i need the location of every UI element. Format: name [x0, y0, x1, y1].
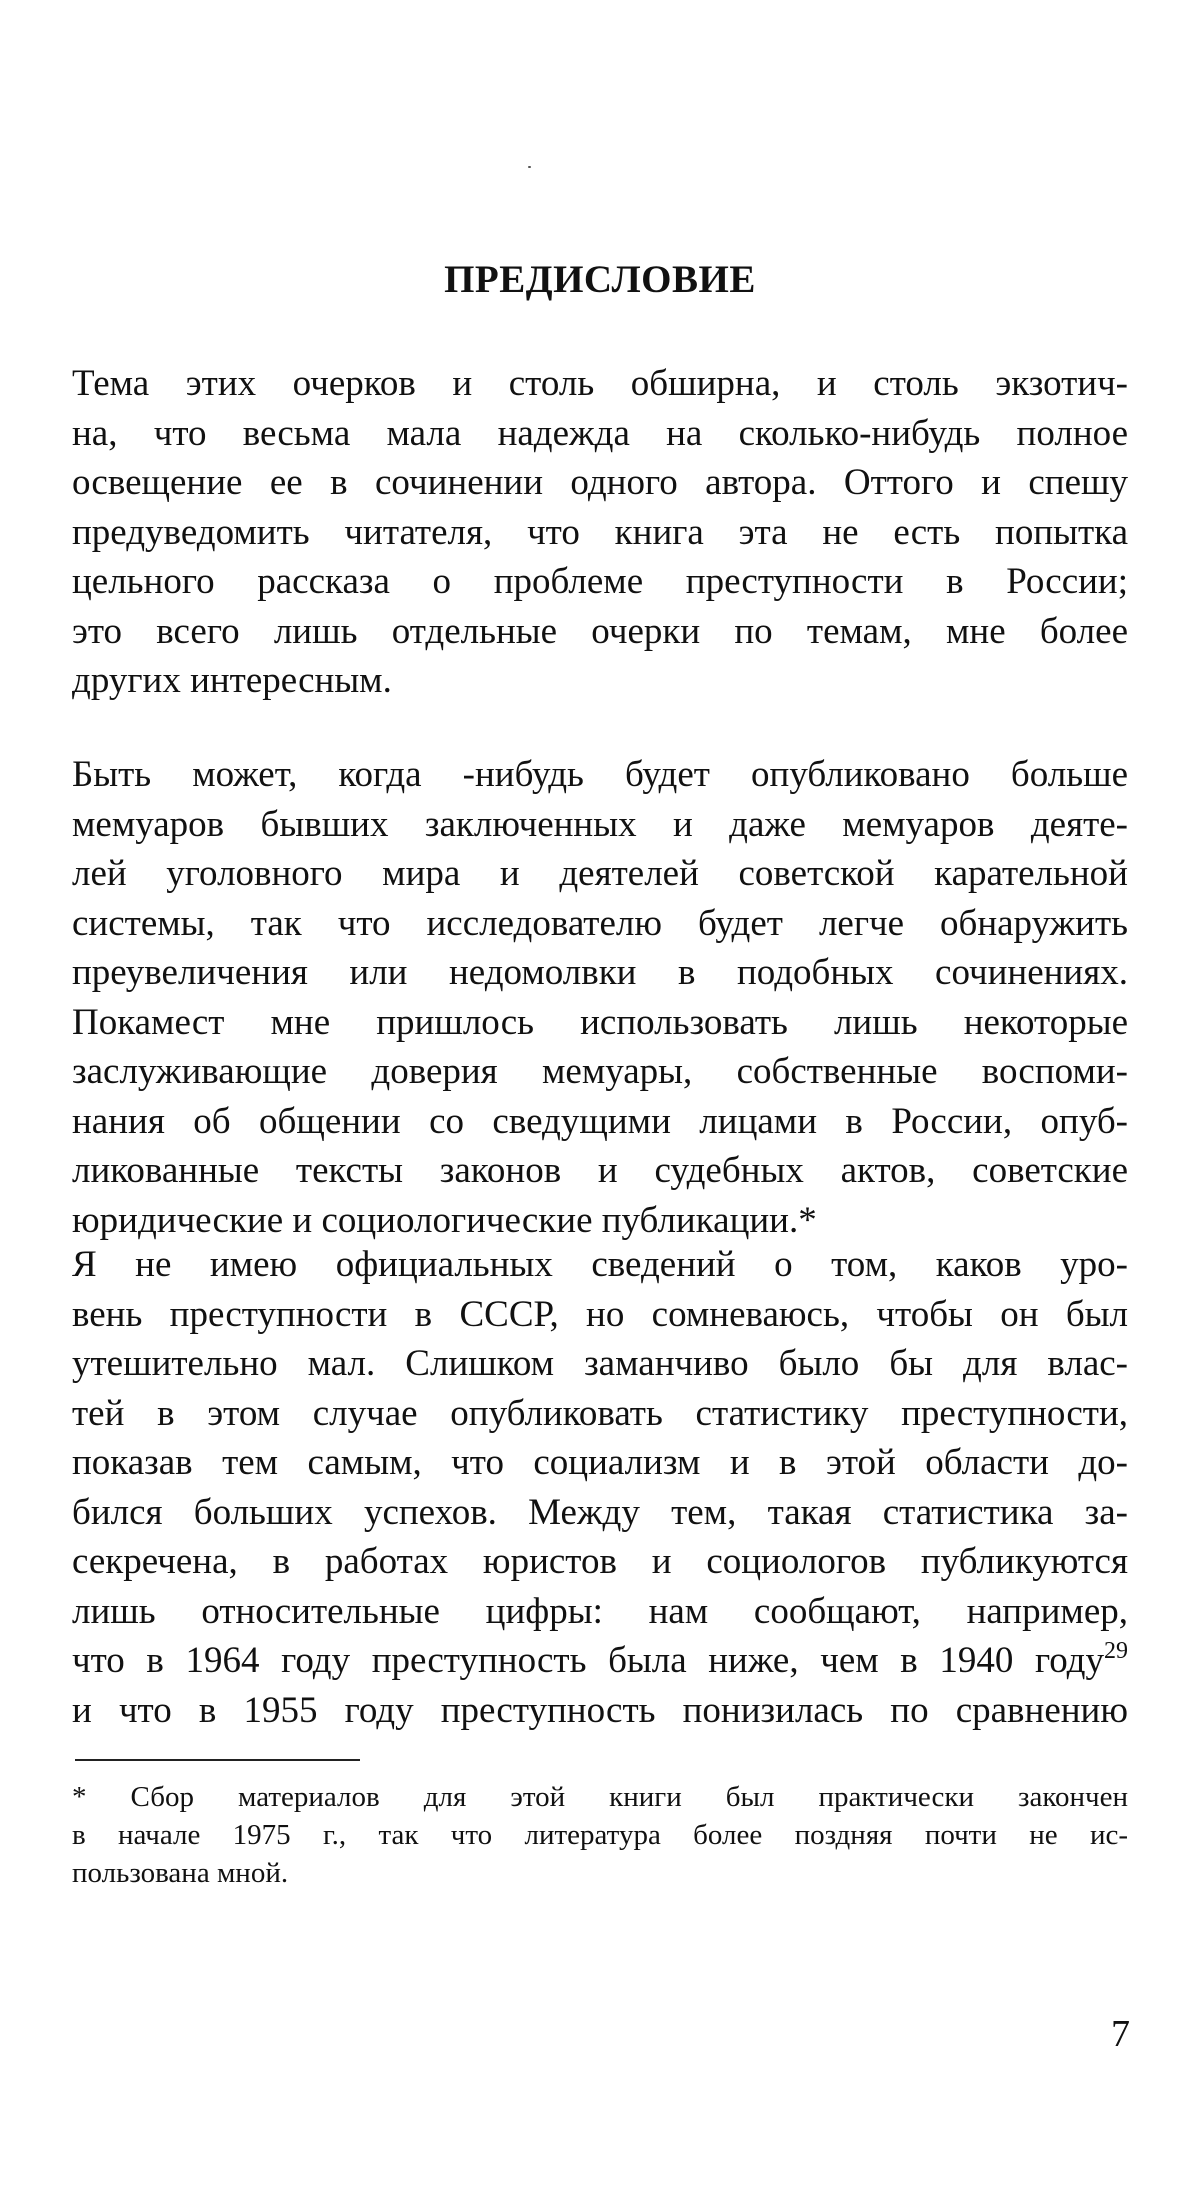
- text-line: Тема этих очерков и столь обширна, и столь экзотич-: [72, 363, 1128, 404]
- text-line: лей уголовного мира и деятелей советской карательной: [72, 853, 1128, 894]
- footnote-line: пользована мной.: [72, 1857, 289, 1889]
- text-line: и что в 1955 году преступность понизилась по сравнению: [72, 1689, 1128, 1731]
- paragraph-3: [72, 1240, 1128, 1735]
- text-line: Покамест мне пришлось использовать лишь некоторые: [72, 1001, 1128, 1043]
- print-speck: [528, 166, 531, 168]
- text-line: ликованные тексты законов и судебных актов, советские: [72, 1150, 1128, 1191]
- text-line-with-note: [72, 1636, 1128, 1686]
- text-line: юридические и социологические публикации.*: [72, 1199, 817, 1241]
- page-number: 7: [1111, 2013, 1130, 2055]
- text-fragment: что в 1964 году преступность была ниже, чем в 1940 году: [72, 1640, 1104, 1681]
- text-line: мемуаров бывших заключенных и даже мемуаров деяте-: [72, 803, 1128, 845]
- text-line: утешительно мал. Слишком заманчиво было бы для влас-: [72, 1343, 1128, 1384]
- footnote-divider: [75, 1759, 360, 1761]
- text-line: Быть может, когда -нибудь будет опубликовано больше: [72, 754, 1128, 795]
- text-line: цельного рассказа о проблеме преступности в России;: [72, 561, 1128, 602]
- text-line: предуведомить читателя, что книга эта не есть попытка: [72, 511, 1128, 553]
- text-line: лишь относительные цифры: нам сообщают, например,: [72, 1590, 1128, 1632]
- text-line: на, что весьма мала надежда на сколько-нибудь полное: [72, 412, 1128, 454]
- text-line: тей в этом случае опубликовать статистику преступности,: [72, 1392, 1128, 1434]
- text-line: других интересным.: [72, 660, 392, 701]
- footnote-line: * Сбор материалов для этой книги был практически закончен: [72, 1781, 1128, 1813]
- text-line: заслуживающие доверия мемуары, собственные воспоми-: [72, 1051, 1128, 1092]
- text-line: бился больших успехов. Между тем, такая статистика за-: [72, 1491, 1128, 1533]
- text-line: секречена, в работах юристов и социологов публикуются: [72, 1541, 1128, 1582]
- text-line: системы, так что исследователю будет легче обнаружить: [72, 902, 1128, 944]
- chapter-title: ПРЕДИСЛОВИЕ: [444, 258, 756, 301]
- text-line: вень преступности в СССР, но сомневаюсь, чтобы он был: [72, 1293, 1128, 1335]
- footnote-reference: 29: [1104, 1638, 1128, 1664]
- text-line: преувеличения или недомолвки в подобных сочинениях.: [72, 952, 1128, 993]
- text-line: это всего лишь отдельные очерки по темам, мне более: [72, 610, 1128, 652]
- text-line: освещение ее в сочинении одного автора. Оттого и спешу: [72, 462, 1128, 503]
- text-line: показав тем самым, что социализм и в этой области до-: [72, 1442, 1128, 1483]
- footnote-line: в начале 1975 г., так что литература более поздняя почти не ис-: [72, 1819, 1128, 1851]
- text-line: нания об общении со сведущими лицами в России, опуб-: [72, 1100, 1128, 1142]
- paragraph-1: [72, 359, 1128, 706]
- paragraph-2: [72, 750, 1128, 1245]
- footnote: [72, 1778, 1128, 1892]
- text-line: Я не имею официальных сведений о том, каков уро-: [72, 1244, 1128, 1285]
